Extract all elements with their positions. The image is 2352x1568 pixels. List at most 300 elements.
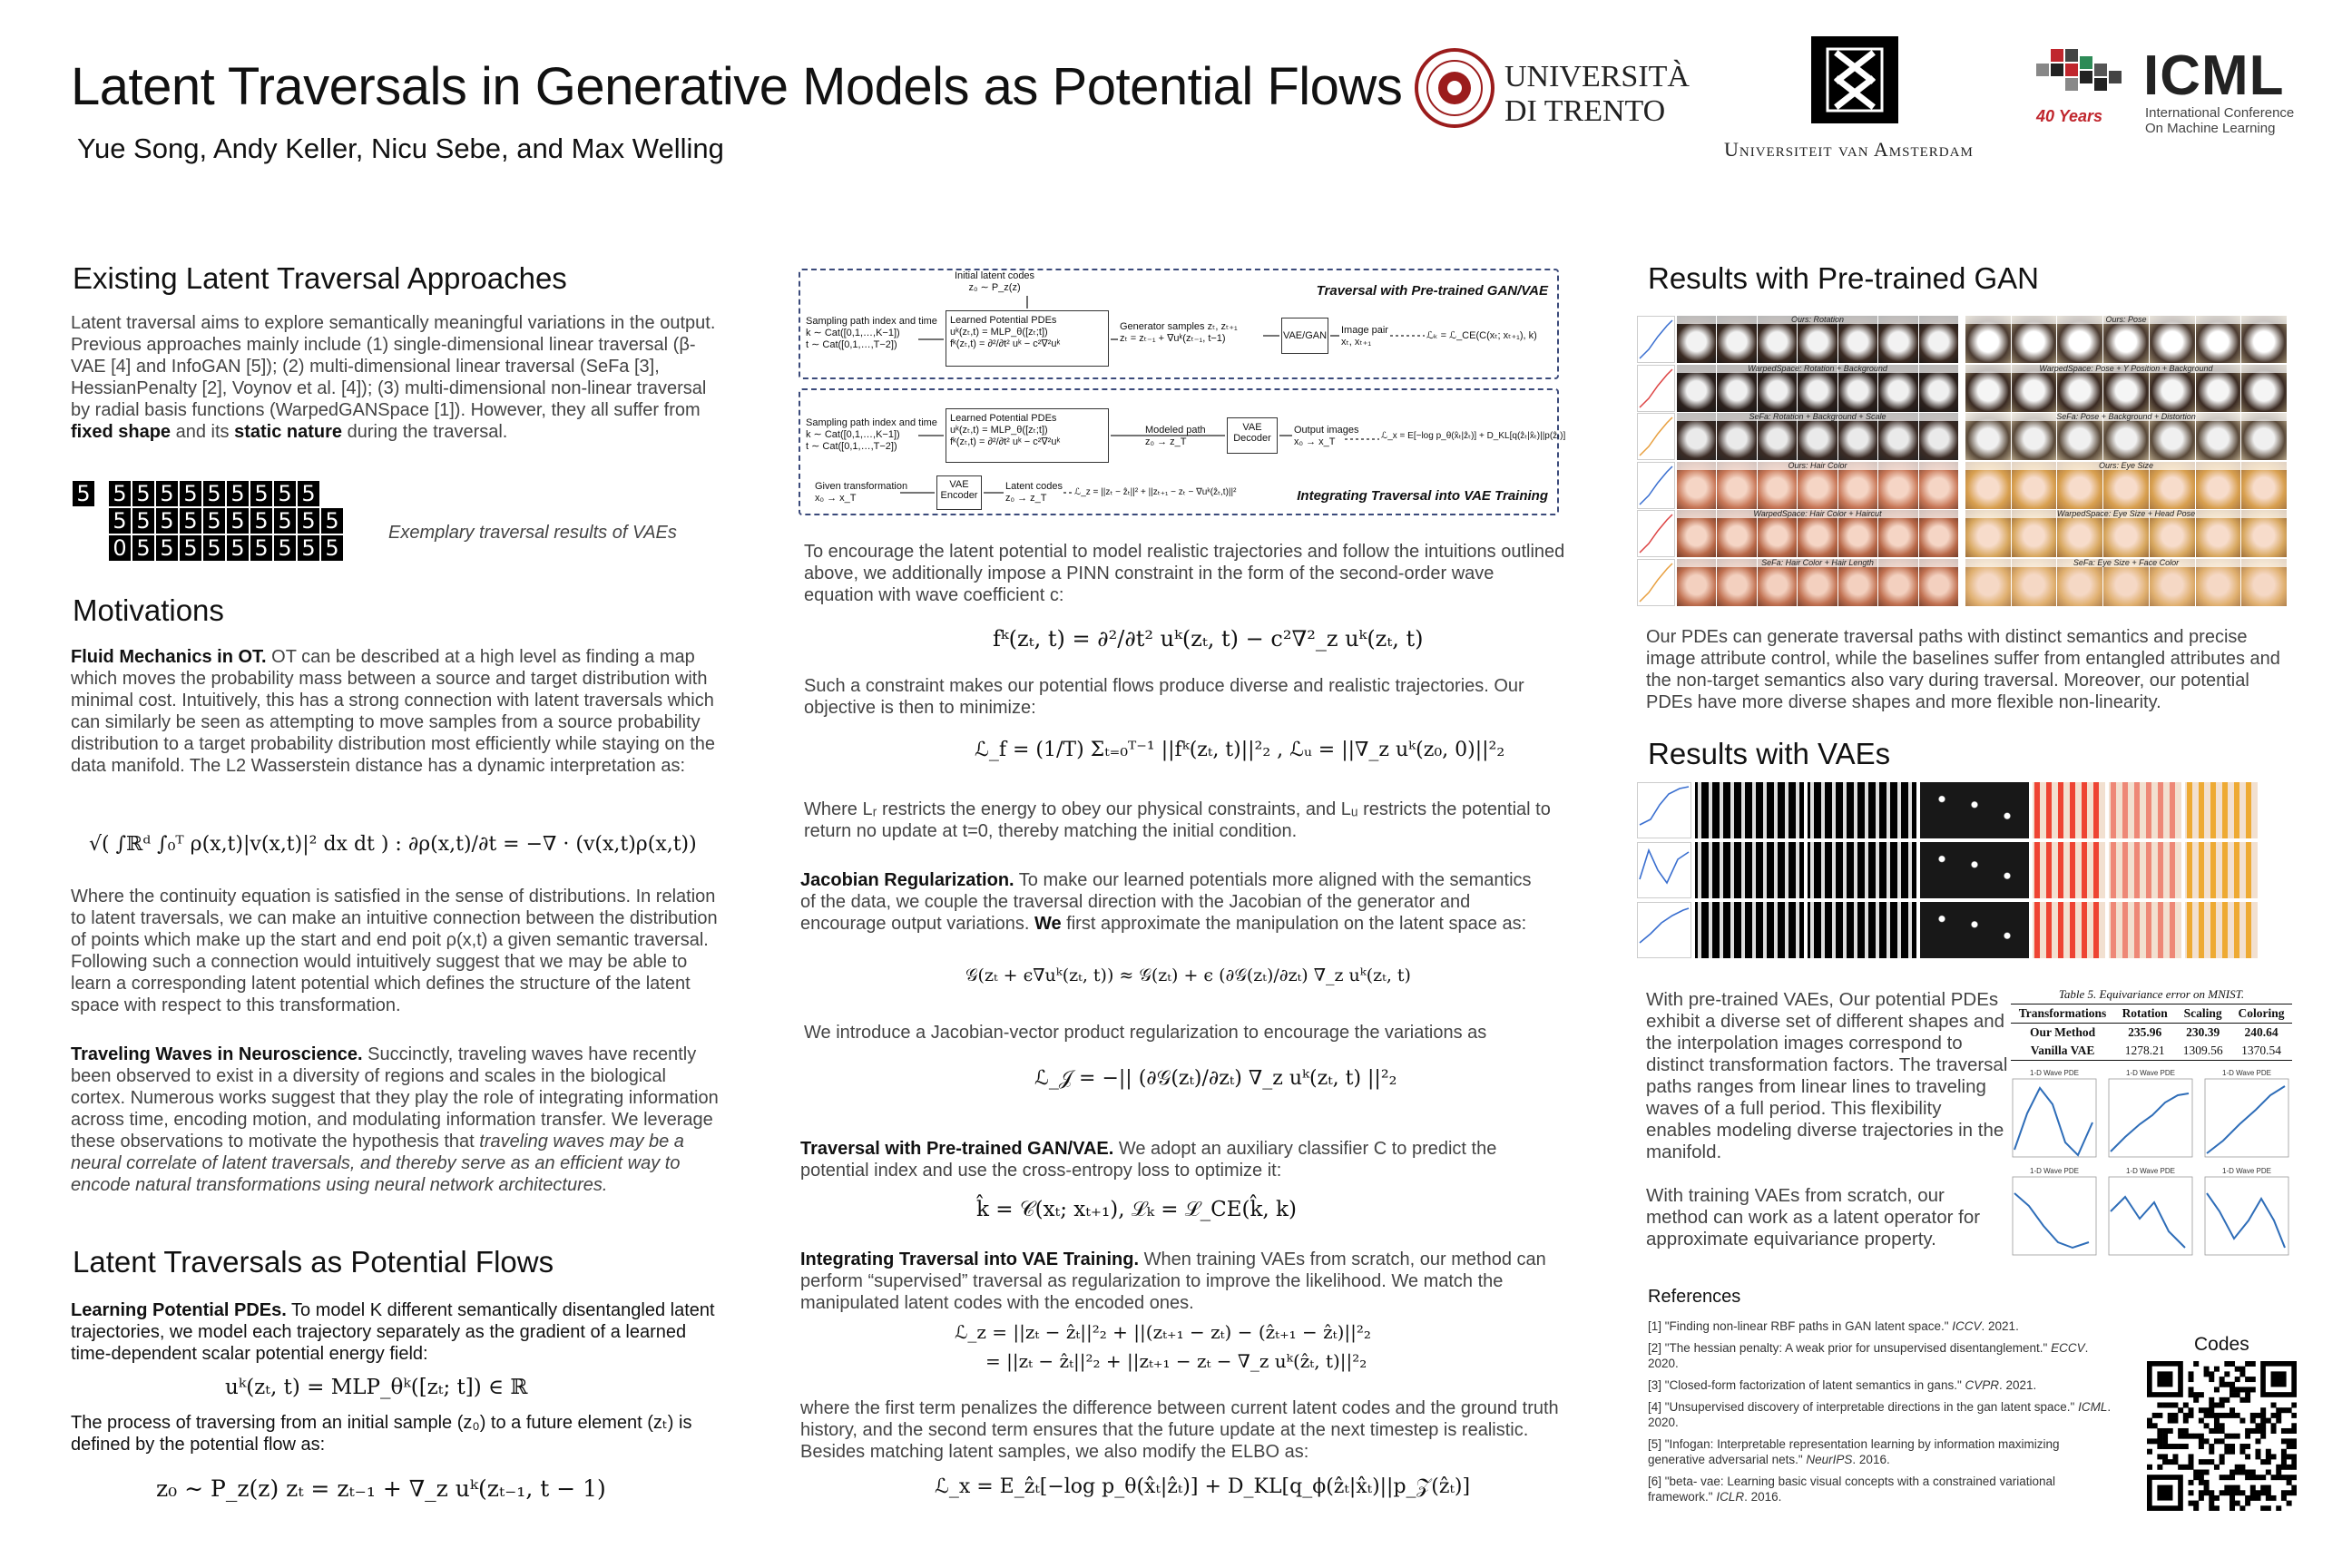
- path-plot: [1637, 413, 1675, 460]
- qr-module: [2209, 1397, 2214, 1403]
- potential-flow-equation: z₀ ∼ P_z(z) zₜ = zₜ₋₁ + ∇_z uᵏ(zₜ₋₁, t − 1): [156, 1475, 606, 1502]
- qr-module: [2204, 1438, 2210, 1444]
- qr-module: [2271, 1495, 2277, 1501]
- qr-module: [2220, 1403, 2225, 1408]
- qr-module: [2260, 1475, 2266, 1480]
- qr-module: [2220, 1454, 2225, 1459]
- qr-module: [2266, 1469, 2271, 1475]
- digit-row: [109, 535, 345, 561]
- gan-row-label: SeFa: Rotation + Background + Scale: [1677, 412, 1958, 421]
- qr-module: [2147, 1438, 2152, 1444]
- qr-module: [2287, 1428, 2292, 1434]
- qr-module: [2209, 1444, 2214, 1449]
- qr-module: [2250, 1490, 2256, 1495]
- table-cell: 235.96: [2128, 1025, 2162, 1039]
- wave-plot-title: 1-D Wave PDE: [2222, 1069, 2271, 1077]
- gan-result-row: [1965, 462, 2287, 509]
- qr-module: [2214, 1505, 2220, 1511]
- qr-module: [2209, 1459, 2214, 1465]
- reference-item: [5] "Infogan: Interpretable representation learning by information maximizing generative adversarial nets." NeurIPS. 2016.: [1648, 1437, 2060, 1466]
- digit: 5: [227, 481, 249, 506]
- vae-image-block: [1695, 902, 1804, 958]
- gan-result-row: [1965, 413, 2287, 460]
- digit: 5: [321, 535, 343, 561]
- gan-row-label: Ours: Hair Color: [1677, 461, 1958, 470]
- qr-module: [2220, 1475, 2225, 1480]
- qr-module: [2235, 1465, 2240, 1470]
- vae-training-heading: Integrating Traversal into VAE Training.: [800, 1250, 1140, 1269]
- qr-module: [2287, 1480, 2292, 1485]
- qr-module: [2209, 1428, 2214, 1434]
- wave-curve: [2111, 1197, 2185, 1248]
- diagram-gan-vae: [799, 269, 1559, 379]
- qr-module: [2235, 1469, 2240, 1475]
- qr-module: [2260, 1423, 2266, 1428]
- qr-module: [2178, 1465, 2183, 1470]
- path-plot: [1637, 510, 1675, 557]
- reference-item: [3] "Closed-form factorization of latent semantics in gans." CVPR. 2021.: [1648, 1378, 2037, 1392]
- qr-module: [2189, 1490, 2194, 1495]
- gan-result-row: [1637, 510, 1958, 557]
- uva-emblem: [1811, 36, 1898, 123]
- qr-module: [2183, 1428, 2189, 1434]
- qr-module: [2255, 1490, 2260, 1495]
- vae-image-block: [2109, 782, 2181, 838]
- digit: 5: [250, 508, 272, 534]
- qr-module: [2199, 1490, 2204, 1495]
- qr-module: [2189, 1377, 2194, 1382]
- qr-module: [2224, 1490, 2230, 1495]
- qr-module: [2193, 1505, 2199, 1511]
- qr-module: [2250, 1377, 2256, 1382]
- qr-module: [2204, 1480, 2210, 1485]
- gan-row-label: Ours: Eye Size: [1965, 461, 2287, 470]
- qr-module: [2209, 1377, 2214, 1382]
- qr-module: [2276, 1418, 2281, 1424]
- qr-module: [2245, 1444, 2250, 1449]
- qr-module: [2250, 1387, 2256, 1392]
- qr-module: [2230, 1413, 2235, 1418]
- qr-module: [2147, 1465, 2152, 1470]
- vae-image-block: [1920, 902, 2029, 958]
- trento-logo: [1414, 44, 1690, 134]
- qr-module: [2204, 1371, 2210, 1377]
- qr-module: [2183, 1434, 2189, 1439]
- existing-text: Latent traversal aims to explore semantically meaningful variations in the output. Previous approaches mainly include (1) single-dimensional linear traversal (β-VAE [4] and InfoGAN [5]); (2) multi-dimensional linear traversal (SeFa [3], HessianPenalty [2], Voynov et al. [4]); (3) multi-dimensional non-linear traversal by radial basis functions (WarpedGANSpace [1]). However, they all suffer from: [71, 313, 716, 420]
- gan-row-label: SeFa: Pose + Background + Distortion: [1965, 412, 2287, 421]
- diagram-2-arrows: [800, 390, 1561, 517]
- qr-module: [2183, 1418, 2189, 1424]
- qr-module: [2235, 1367, 2240, 1372]
- gan-results-figure: [1637, 316, 2288, 610]
- gan-result-row: [1965, 510, 2287, 557]
- initial-codes-label: Initial latent codes z₀ ∼ P_z(z): [955, 270, 1035, 293]
- gan-result-row: [1637, 462, 1958, 509]
- wave-curve: [2207, 1086, 2285, 1153]
- qr-module: [2209, 1407, 2214, 1413]
- vae-result-row: [1637, 902, 2288, 958]
- learned-pde-box-2: Learned Potential PDEs uᵏ(zₜ,t) = MLP_θ([zₜ;t]) fᵏ(zₜ,t) = ∂²/∂t² uᵏ − c²∇²uᵏ: [946, 408, 1109, 463]
- th-scaling: Scaling: [2183, 1006, 2222, 1020]
- gan-row-label: WarpedSpace: Hair Color + Haircut: [1677, 509, 1958, 518]
- digit: 0: [109, 535, 131, 561]
- qr-module: [2193, 1397, 2199, 1403]
- traveling-waves-italic: traveling waves may be a neural correlate of latent traversals, and thereby serve as an efficient way to encode natural transformations using neural network architectures.: [71, 1132, 684, 1195]
- qr-module: [2291, 1438, 2297, 1444]
- qr-module: [2245, 1361, 2250, 1367]
- gan-row-label: WarpedSpace: Pose + Y Position + Background: [1965, 364, 2287, 373]
- qr-module: [2260, 1428, 2266, 1434]
- th-rotation: Rotation: [2122, 1006, 2168, 1020]
- sampling-label-2: Sampling path index and time k ∼ Cat([0,1,…,K−1]) t ∼ Cat([0,1,…,T−2]): [806, 417, 937, 452]
- digit: 5: [132, 481, 154, 506]
- qr-module: [2239, 1505, 2245, 1511]
- qr-module: [2255, 1413, 2260, 1418]
- elbo-paragraph: where the first term penalizes the difference between current latent codes and the ground truth history, and the second term ensures that the future update at the next timestep is realistic. Besides matching latent samples, we also modify the ELBO as:: [800, 1398, 1559, 1462]
- qr-finder: [2157, 1485, 2172, 1501]
- reference-item: [2] "The hessian penalty: A weak prior for unsupervised disentanglement." ECCV. 2020.: [1648, 1341, 2089, 1370]
- qr-module: [2209, 1501, 2214, 1506]
- vae-image-block: [2185, 902, 2258, 958]
- existing-bold-1: fixed shape: [71, 422, 172, 442]
- qr-module: [2204, 1490, 2210, 1495]
- diagram-1-arrows: [800, 270, 1561, 381]
- vae-image-block: [1695, 842, 1804, 898]
- reference-item: [6] "beta- vae: Learning basic visual concepts with a constrained variational framework." ICLR. 2016.: [1648, 1475, 2056, 1504]
- qr-module: [2224, 1361, 2230, 1367]
- qr-module: [2230, 1501, 2235, 1506]
- qr-module: [2239, 1397, 2245, 1403]
- qr-module: [2239, 1418, 2245, 1424]
- qr-module: [2209, 1505, 2214, 1511]
- qr-module: [2291, 1428, 2297, 1434]
- qr-module: [2168, 1459, 2173, 1465]
- qr-module: [2245, 1495, 2250, 1501]
- qr-module: [2230, 1387, 2235, 1392]
- wave-equation: fᵏ(zₜ, t) = ∂²/∂t² uᵏ(zₜ, t) − c²∇²_z uᵏ(zₜ, t): [993, 626, 1424, 652]
- qr-module: [2271, 1403, 2277, 1408]
- latent-codes-label: Latent codes z₀ → z_T: [1005, 481, 1063, 504]
- references-title: References: [1648, 1287, 1741, 1307]
- qr-module: [2189, 1434, 2194, 1439]
- wave-plot-svg: [2009, 1175, 2100, 1257]
- wave-plot-grid: [2009, 1069, 2292, 1259]
- wave-pde-plots: [2009, 1069, 2292, 1263]
- qr-module: [2193, 1392, 2199, 1397]
- qr-module: [2157, 1444, 2162, 1449]
- equivariance-table-grid: [2011, 1004, 2292, 1061]
- qr-module: [2147, 1449, 2152, 1455]
- qr-module: [2224, 1397, 2230, 1403]
- modeled-path-label: Modeled path z₀ → z_T: [1145, 425, 1206, 447]
- trento-seal-icon: [1414, 47, 1495, 129]
- qr-module: [2260, 1418, 2266, 1424]
- vae-results-paragraph: With pre-trained VAEs, Our potential PDEs exhibit a diverse set of different shapes and the interpolation images correspond to distinct transformation factors. The traversal paths ranges from linear lines to traveling waves of a full period. This flexibility enables modeling diverse trajectories in the manifold.: [1646, 989, 2008, 1162]
- qr-module: [2193, 1475, 2199, 1480]
- existing-mid: and its: [171, 422, 235, 442]
- fluid-mechanics-text: OT can be described at a high level as finding a map which moves the probability mass between a source and target distribution with minimal cost. Intuitively, this has a strong connection with latent traversals which can similarly be seen as attempting to move samples from a source probability distribution to a target probability distribution most efficiently while staying on the data manifold. The L2 Wasserstein distance has a dynamic interpretation as:: [71, 647, 716, 776]
- qr-module: [2162, 1438, 2168, 1444]
- qr-module: [2230, 1485, 2235, 1491]
- digit: 5: [274, 535, 296, 561]
- qr-module: [2271, 1428, 2277, 1434]
- reference-list: [1648, 1318, 2120, 1504]
- qr-module: [2287, 1475, 2292, 1480]
- qr-module: [2183, 1444, 2189, 1449]
- qr-module: [2271, 1423, 2277, 1428]
- qr-module: [2271, 1413, 2277, 1418]
- qr-module: [2214, 1428, 2220, 1434]
- qr-module: [2157, 1428, 2162, 1434]
- qr-module: [2291, 1444, 2297, 1449]
- qr-module: [2193, 1434, 2199, 1439]
- wave-plot-title: 1-D Wave PDE: [2030, 1069, 2079, 1077]
- qr-module: [2162, 1428, 2168, 1434]
- qr-module: [2239, 1371, 2245, 1377]
- vae-decoder-box: VAE Decoder: [1227, 417, 1278, 454]
- qr-module: [2281, 1475, 2287, 1480]
- poster-title: Latent Traversals in Generative Models as Potential Flows: [71, 57, 1403, 116]
- digit: 5: [203, 535, 225, 561]
- qr-module: [2291, 1454, 2297, 1459]
- plot-frame: [2205, 1177, 2288, 1255]
- wave-plot-svg: [2105, 1175, 2196, 1257]
- qr-module: [2271, 1454, 2277, 1459]
- digit: 5: [274, 508, 296, 534]
- restriction-paragraph: Where Lᵣ restricts the energy to obey our physical constraints, and Lᵤ restricts the potential to return no update at t=0, thereby matching the initial condition.: [804, 799, 1551, 841]
- gan-panel-left: [1637, 316, 1958, 607]
- qr-module: [2281, 1495, 2287, 1501]
- gan-results-paragraph: Our PDEs can generate traversal paths with distinct semantics and precise image attribute control, while the baselines suffer from entangled attributes and the non-target semantics also vary during traversal. Moreover, our potential PDEs have more diverse shapes and more flexible non-linearity.: [1646, 627, 2280, 712]
- reference-item: [4] "Unsupervised discovery of interpretable directions in the gan latent space." ICML. 2020.: [1648, 1400, 2112, 1429]
- qr-module: [2281, 1438, 2287, 1444]
- vae-image-block: [2109, 842, 2181, 898]
- qr-finder: [2271, 1371, 2287, 1387]
- icml-sub-2: On Machine Learning: [2145, 121, 2276, 136]
- qr-module: [2220, 1490, 2225, 1495]
- digit: 5: [156, 481, 178, 506]
- path-plot: [1637, 365, 1675, 412]
- fluid-mechanics-heading: Fluid Mechanics in OT.: [71, 647, 267, 667]
- learning-pde-heading: Learning Potential PDEs.: [71, 1300, 287, 1320]
- qr-module: [2199, 1469, 2204, 1475]
- qr-module: [2230, 1469, 2235, 1475]
- qr-module: [2287, 1444, 2292, 1449]
- wave-plot: [2105, 1167, 2196, 1259]
- qr-module: [2204, 1423, 2210, 1428]
- qr-module: [2291, 1459, 2297, 1465]
- qr-module: [2209, 1413, 2214, 1418]
- qr-module: [2209, 1403, 2214, 1408]
- digit: 5: [274, 481, 296, 506]
- traveling-waves-heading: Traveling Waves in Neuroscience.: [71, 1044, 363, 1064]
- diagram-vae-training: [799, 388, 1566, 515]
- given-transformation-label: Given transformation x₀ → x_T: [815, 481, 908, 504]
- qr-module: [2245, 1387, 2250, 1392]
- qr-module: [2162, 1444, 2168, 1449]
- learned-pde-box: Learned Potential PDEs uᵏ(zₜ,t) = MLP_θ([zₜ;t]) fᵏ(zₜ,t) = ∂²/∂t² uᵏ − c²∇²uᵏ: [946, 310, 1109, 367]
- qr-module: [2230, 1382, 2235, 1387]
- qr-module: [2224, 1475, 2230, 1480]
- jvp-paragraph: We introduce a Jacobian-vector product regularization to encourage the variations as: [804, 1023, 1487, 1043]
- qr-module: [2172, 1413, 2178, 1418]
- digit: 5: [132, 535, 154, 561]
- references-section: [1648, 1287, 2120, 1511]
- qr-module: [2189, 1480, 2194, 1485]
- diagram-vae-training-title: Integrating Traversal into VAE Training: [1297, 488, 1548, 504]
- icml-wordmark: ICML: [2143, 44, 2285, 107]
- qr-module: [2214, 1423, 2220, 1428]
- qr-code[interactable]: [2147, 1361, 2297, 1511]
- qr-module: [2214, 1367, 2220, 1372]
- diagram-gan-vae-title: Traversal with Pre-trained GAN/VAE: [1316, 283, 1548, 299]
- equivariance-table: [2011, 987, 2292, 1061]
- wave-plot-title: 1-D Wave PDE: [2126, 1167, 2175, 1175]
- qr-module: [2189, 1501, 2194, 1506]
- path-plot: [1637, 559, 1675, 606]
- vae-training-text: When training VAEs from scratch, our method can perform “supervised” traversal as regularization to improve the likelihood. We match the manipulated latent codes with the encoded ones.: [800, 1250, 1546, 1313]
- gan-row-label: WarpedSpace: Eye Size + Head Pose: [1965, 509, 2287, 518]
- qr-module: [2157, 1413, 2162, 1418]
- qr-module: [2220, 1428, 2225, 1434]
- gan-heading: Traversal with Pre-trained GAN/VAE.: [800, 1139, 1114, 1159]
- qr-module: [2281, 1407, 2287, 1413]
- generator-samples-label: Generator samples zₜ, zₜ₊₁ zₜ = zₜ₋₁ + ∇uᵏ(zₜ₋₁, t−1): [1120, 321, 1238, 344]
- qr-module: [2183, 1413, 2189, 1418]
- qr-module: [2204, 1485, 2210, 1491]
- qr-module: [2214, 1387, 2220, 1392]
- gan-result-row: [1965, 559, 2287, 606]
- qr-module: [2199, 1418, 2204, 1424]
- vae-image-block: [1808, 782, 1916, 838]
- qr-module: [2281, 1459, 2287, 1465]
- qr-module: [2291, 1423, 2297, 1428]
- digit-row: [109, 508, 345, 534]
- wave-curve: [2014, 1193, 2089, 1248]
- vae-result-row: [1637, 842, 2288, 898]
- qr-code-icon: [2147, 1361, 2297, 1511]
- qr-module: [2230, 1505, 2235, 1511]
- section-motivations-title: Motivations: [73, 593, 224, 627]
- loss-z-label: ℒ_z = ||zₜ − ẑₜ||² + ||zₜ₊₁ − zₜ − ∇uᵏ(ẑₜ,t)||²: [1074, 487, 1237, 497]
- qr-module: [2250, 1469, 2256, 1475]
- wasserstein-equation: √( ∫ℝᵈ ∫₀ᵀ ρ(x,t)|v(x,t)|² dx dt ) : ∂ρ(x,t)/∂t = −∇ · (v(x,t)ρ(x,t)): [89, 833, 697, 856]
- digit: 5: [227, 508, 249, 534]
- existing-bold-2: static nature: [234, 422, 343, 442]
- wave-plot-svg: [2009, 1077, 2100, 1159]
- qr-module: [2199, 1459, 2204, 1465]
- qr-module: [2239, 1449, 2245, 1455]
- potential-flow-paragraph: The process of traversing from an initial sample (z₀) to a future element (zₜ) is defined by the potential flow as:: [71, 1413, 692, 1455]
- qr-module: [2172, 1454, 2178, 1459]
- qr-module: [2172, 1459, 2178, 1465]
- qr-module: [2287, 1407, 2292, 1413]
- qr-module: [2235, 1485, 2240, 1491]
- qr-module: [2250, 1485, 2256, 1491]
- qr-module: [2281, 1490, 2287, 1495]
- continuity-paragraph: Where the continuity equation is satisfied in the sense of distributions. In relation to latent traversals, we can make an intuitive connection between the distribution of points which make up the start and end poit ρ(x,t) a given semantic traversal. Following such a connection would intuitively suggest that we may be able to learn a corresponding latent potential which defines the structure of the latent space with respect to this transformation.: [71, 887, 718, 1015]
- qr-module: [2214, 1438, 2220, 1444]
- qr-module: [2281, 1428, 2287, 1434]
- gan-result-row: [1637, 365, 1958, 412]
- sampling-label: Sampling path index and time k ∼ Cat([0,1,…,K−1]) t ∼ Cat([0,1,…,T−2]): [806, 316, 937, 350]
- qr-module: [2250, 1475, 2256, 1480]
- qr-module: [2291, 1465, 2297, 1470]
- trento-name-2: DI TRENTO: [1504, 94, 1666, 128]
- qr-module: [2224, 1444, 2230, 1449]
- traveling-waves-text: Succinctly, traveling waves have recently been observed to exist in a diversity of regions and scales in the biological cortex. Numerous works suggest that they play the role of integrating information across time, encoding motion, and modulating information transfer. We leverage these observations to motivate the hypothesis that: [71, 1044, 719, 1152]
- qr-module: [2255, 1423, 2260, 1428]
- qr-module: [2239, 1469, 2245, 1475]
- qr-module: [2250, 1418, 2256, 1424]
- qr-module: [2235, 1377, 2240, 1382]
- qr-module: [2178, 1444, 2183, 1449]
- qr-module: [2147, 1418, 2152, 1424]
- learning-pde-paragraph: [71, 1299, 724, 1365]
- qr-module: [2189, 1459, 2194, 1465]
- qr-module: [2260, 1485, 2266, 1491]
- digit: 5: [180, 481, 201, 506]
- qr-module: [2235, 1387, 2240, 1392]
- reference-item: [1] "Finding non-linear RBF paths in GAN latent space." ICCV. 2021.: [1648, 1319, 2019, 1333]
- qr-module: [2189, 1407, 2194, 1413]
- qr-module: [2239, 1465, 2245, 1470]
- qr-module: [2235, 1490, 2240, 1495]
- vae-results-figure: [1637, 782, 2288, 962]
- digit-row: [109, 481, 321, 506]
- digit: 5: [109, 508, 131, 534]
- qr-module: [2220, 1413, 2225, 1418]
- qr-module: [2214, 1465, 2220, 1470]
- qr-module: [2224, 1413, 2230, 1418]
- gan-row-label: Ours: Rotation: [1677, 315, 1958, 324]
- qr-module: [2245, 1475, 2250, 1480]
- qr-module: [2276, 1465, 2281, 1470]
- table-row: [2011, 1042, 2292, 1061]
- qr-module: [2239, 1444, 2245, 1449]
- qr-module: [2291, 1485, 2297, 1491]
- qr-module: [2266, 1490, 2271, 1495]
- qr-module: [2260, 1413, 2266, 1418]
- qr-module: [2220, 1377, 2225, 1382]
- qr-module: [2172, 1403, 2178, 1408]
- qr-module: [2287, 1438, 2292, 1444]
- qr-module: [2239, 1387, 2245, 1392]
- qr-module: [2276, 1413, 2281, 1418]
- qr-module: [2189, 1465, 2194, 1470]
- qr-module: [2276, 1469, 2281, 1475]
- path-plot: [1637, 462, 1675, 509]
- qr-module: [2230, 1475, 2235, 1480]
- gan-text: We adopt an auxiliary classifier C to predict the potential index and use the cross-entropy loss to optimize it:: [800, 1139, 1497, 1181]
- qr-module: [2245, 1377, 2250, 1382]
- qr-module: [2168, 1418, 2173, 1424]
- qr-module: [2291, 1475, 2297, 1480]
- table-cell: Vanilla VAE: [2030, 1044, 2095, 1057]
- qr-module: [2168, 1403, 2173, 1408]
- qr-finder: [2157, 1371, 2172, 1387]
- digit: 5: [203, 481, 225, 506]
- wave-plot-title: 1-D Wave PDE: [2222, 1167, 2271, 1175]
- qr-module: [2172, 1418, 2178, 1424]
- qr-module: [2287, 1465, 2292, 1470]
- qr-module: [2189, 1371, 2194, 1377]
- elbo-equation: ℒ_x = E_ẑₜ[−log p_θ(x̂ₜ|ẑₜ)] + D_KL[q_ϕ(ẑₜ|x̂ₜ)||p_𝒵(ẑₜ)]: [935, 1475, 1471, 1498]
- section-existing-title: Existing Latent Traversal Approaches: [73, 261, 567, 295]
- vae-image-block: [2033, 842, 2105, 898]
- digit: 5: [109, 481, 131, 506]
- vae-image-block: [2185, 842, 2258, 898]
